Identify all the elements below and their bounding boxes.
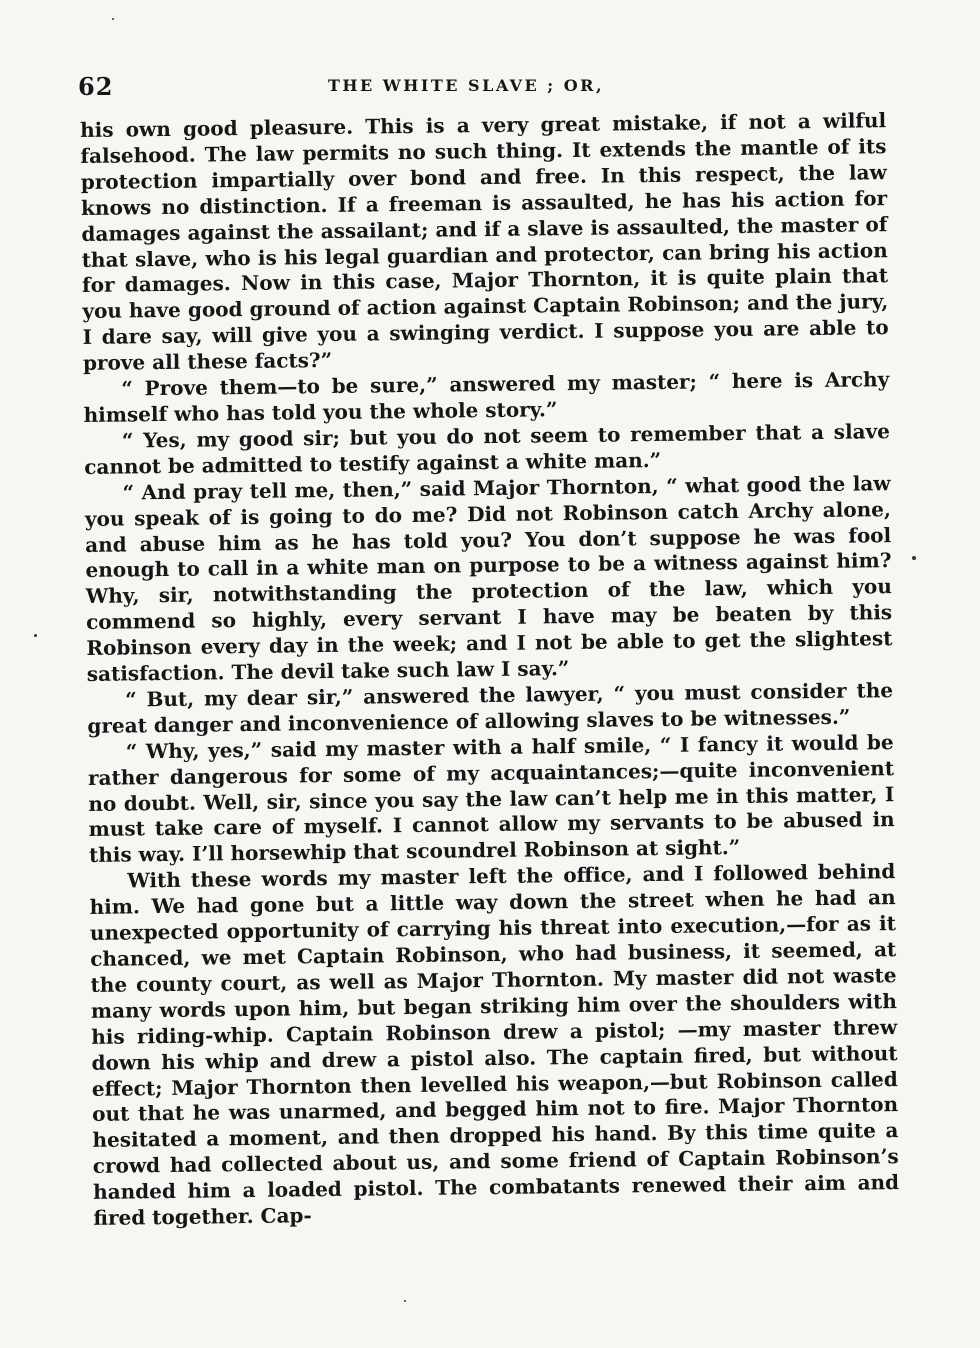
running-head: THE WHITE SLAVE ; OR, <box>328 76 605 95</box>
body-text <box>80 108 900 1232</box>
paragraph-6: “ Why, yes,” said my master with a half smile, “ I fancy it would be rather dangerous for some of my acquaintances;—quite inconvenient no doubt. Well, sir, since you say the law can’t help me in this matter, I must take care of myself. I cannot allow my servants to be abused in this way. I’ll horsewhip that scoundrel Robinson at sight.” <box>87 729 895 868</box>
scan-speck <box>112 18 114 20</box>
paragraph-3: “ Yes, my good sir; but you do not seem to remember that a slave cannot be admitted to testify against a white man.” <box>84 419 891 479</box>
scan-speck <box>404 1300 406 1302</box>
paragraph-4: “ And pray tell me, then,” said Major Thornton, “ what good the law you speak of is going to do me? Did not Robinson catch Archy alone, and abuse him as he has told you? You don’t suppose he was fool enough to call in a white man on purpose to be a witness against him? Why, sir, notwithstanding the protection of the law, which you commend so highly, every servant I have may be beaten by this Robinson every day in the week; and I not be able to get the slightest satisfaction. The devil take such law I say.” <box>84 470 893 686</box>
scan-speck <box>34 634 37 637</box>
paragraph-5: “ But, my dear sir,” answered the lawyer, “ you must consider the great danger and inconvenience of allowing slaves to be witnesses.” <box>87 678 894 738</box>
paragraph-7: With these words my master left the office, and I followed behind him. We had gone but a little way down the street when he had an unexpected opportunity of carrying his threat into execution,—for as it chanced, we met Captain Robinson, who had business, it seemed, at the county court, as well as Major Thornton. My master did not waste many words upon him, but began striking him over the shoulders with his riding-whip. Captain Robinson drew a pistol; —my master threw down his whip and drew a pistol also. The captain fired, but without effect; Major Thornton then levelled his weapon,—but Robinson called out that he was unarmed, and begged him not to fire. Major Thornton hesitated a moment, and then dropped his hand. By this time quite a crowd had collected about us, and some friend of Captain Robinson’s handed him a loaded pistol. The combatants renewed their aim and fired together. Cap- <box>89 859 900 1230</box>
paragraph-2: “ Prove them—to be sure,” answered my master; “ here is Archy himself who has told you the whole story.” <box>83 367 890 427</box>
page-number: 62 <box>78 72 114 101</box>
scan-speck <box>912 556 916 560</box>
paragraph-1: his own good pleasure. This is a very great mistake, if not a wilful falsehood. The law permits no such thing. It extends the mantle of its protection impartially over bond and free. In this respect, the law knows no distinction. If a freeman is assaulted, he has his action for damages against the assailant; and if a slave is assaulted, the master of that slave, who is his legal guardian and protector, can bring his action for damages. Now in this case, Major Thornton, it is quite plain that you have good ground of action against Captain Robinson; and the jury, I dare say, will give you a swinging verdict. I suppose you are able to prove all these facts?” <box>80 108 889 376</box>
page-header <box>78 66 888 102</box>
